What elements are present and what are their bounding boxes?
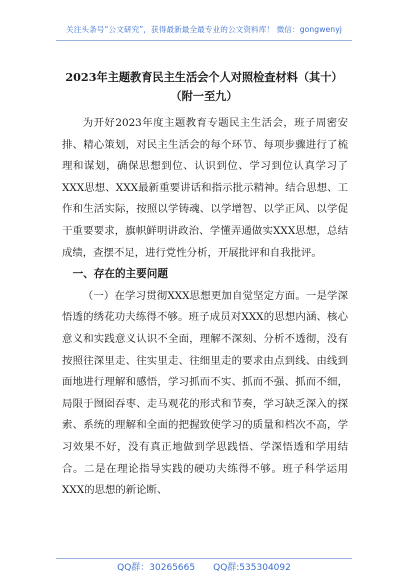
section-paragraph: （一）在学习贯彻XXX思想更加自觉坚定方面。一是学深悟透的绣花功夫练得不够。班子成员对XXX的思想内涵、核心意义和实践意义认识不全面，理解不深刻、分析不透彻，没有按照往深里走、往实里走、往细里走的要求由点到线、由线到面地进行理解和感悟，学习抓而不实、抓而不强、抓而不细，局限于囫囵吞枣、走马观花的形式和节奏，学习缺乏深入的探索、系统的理解和全面的把握致使学习的质量和档次不高，学习效果不好，没有真正地做到学思践悟、学深悟透和学用结合。二是在理论指导实践的硬功夫练得不够。班子科学运用XXX的思想的新论断、 (62, 289, 348, 497)
document-body (62, 113, 348, 502)
footer-qq-group-1: QQ群：30265665 (117, 563, 196, 573)
header-divider (56, 40, 352, 41)
section-heading: 一、存在的主要问题 (72, 268, 168, 281)
title-line-1: 2023年主题教育民主生活会个人对照检查材料（其十） (65, 70, 343, 84)
header-banner: 关注头条号“公文研究”，获得最新最全最专业的公文资料库！ 微信：gongwenyj (66, 25, 342, 34)
title-line-2: （附一至九） (170, 89, 238, 103)
intro-paragraph: 为开好2023年度主题教育专题民主生活会，班子周密安排、精心策划，对民主生活会的每个环节、每项步骤进行了梳理和谋划，确保思想到位、认识到位、学习到位认真学习了XXX思想、XXX最新重要讲话和指示批示精神。结合思想、工作和生活实际，按照以学铸魂、以学增智、以学正风、以学促干重要要求，旗帜鲜明讲政治、学懂弄通做实XXX思想，总结成绩，查摆不足，进行党性分析，开展批评和自我批评。 (62, 117, 348, 259)
document-title (40, 68, 368, 106)
footer-qq-group-2: QQ群:535304092 (213, 563, 291, 573)
footer-divider (56, 558, 352, 559)
footer (0, 560, 408, 573)
